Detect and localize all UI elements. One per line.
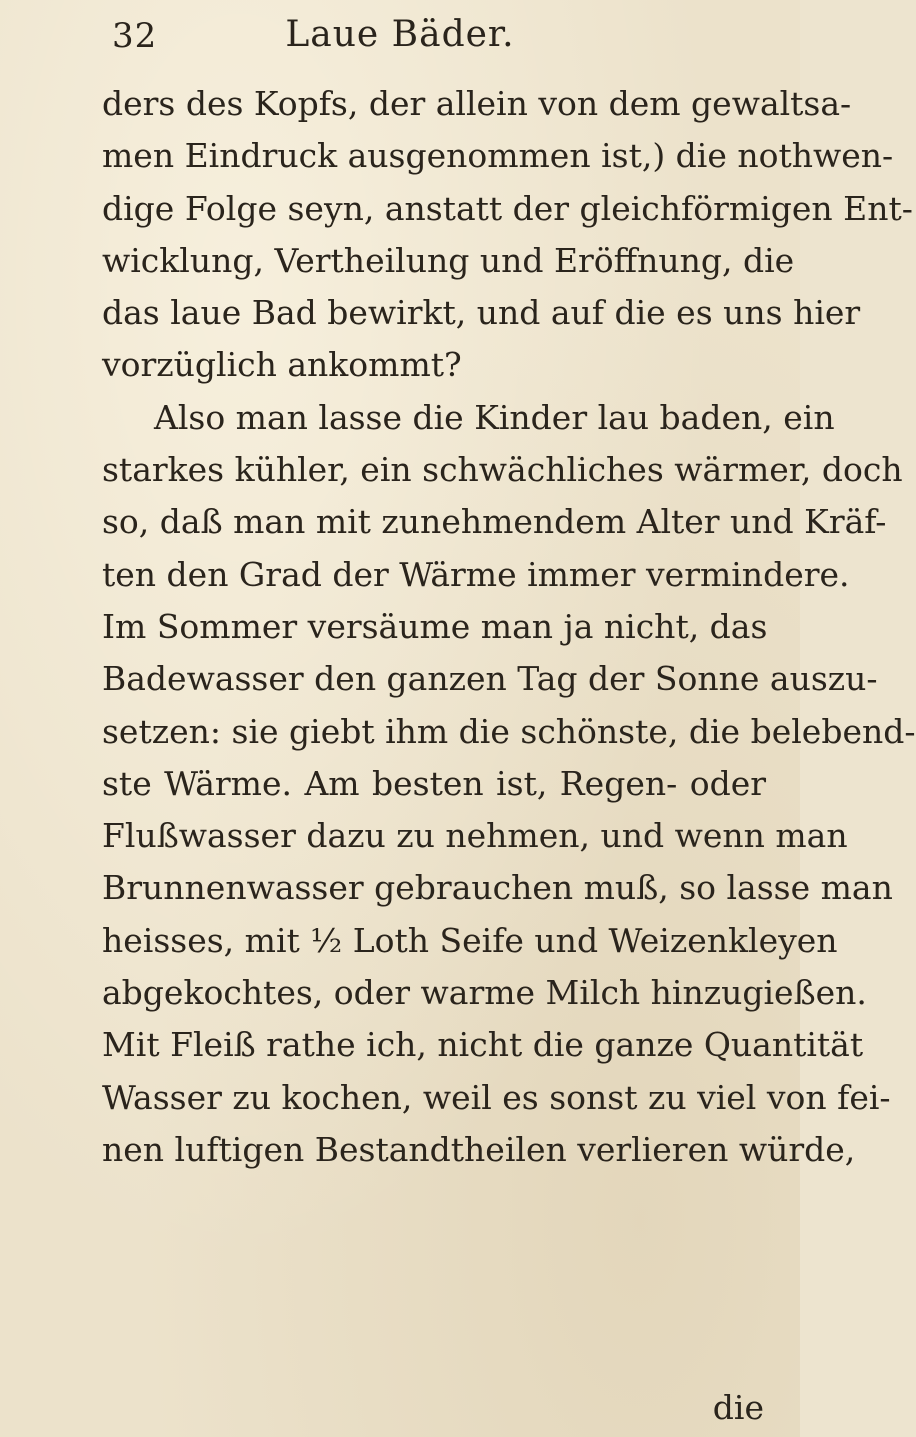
body-text [102,78,916,1176]
text-line: abgekochtes, oder warme Milch hinzugießen. [102,973,867,1013]
text-line: Im Sommer versäume man ja nicht, das [102,606,768,646]
text-line: ste Wärme. Am besten ist, Regen- oder [102,763,766,803]
text-line: wicklung, Vertheilung und Eröffnung, die [102,240,795,280]
text-line: Badewasser den ganzen Tag der Sonne auszu- [102,659,878,699]
text-line: nen luftigen Bestandtheilen verlieren würde, [102,1129,856,1169]
text-line: Wasser zu kochen, weil es sonst zu viel von fei- [102,1077,891,1117]
text-line: so, daß man mit zunehmendem Alter und Kräf- [102,502,887,542]
text-line: setzen: sie giebt ihm die schönste, die belebend- [102,711,916,751]
text-line: heisses, mit ½ Loth Seife und Weizenkleyen [102,920,838,960]
text-line: dige Folge seyn, anstatt der gleichförmigen Ent- [102,188,913,228]
text-line: starkes kühler, ein schwächliches wärmer, doch [102,450,903,490]
text-line: men Eindruck ausgenommen ist,) die nothwen- [102,136,894,176]
text-line: vorzüglich ankommt? [102,345,462,385]
page-number: 32 [112,16,158,56]
text-line: ders des Kopfs, der allein von dem gewaltsa- [102,84,852,123]
text-line: Also man lasse die Kinder lau baden, ein [154,397,835,437]
text-line: ten den Grad der Wärme immer vermindere. [102,554,850,594]
page-header [100,10,700,70]
text-line: Mit Fleiß rathe ich, nicht die ganze Quantität [102,1025,864,1065]
running-head: Laue Bäder. [285,14,515,55]
text-line: Brunnenwasser gebrauchen muß, so lasse man [102,868,893,908]
text-line: das laue Bad bewirkt, und auf die es uns hier [102,293,861,333]
catchword: die [712,1388,764,1427]
text-line: Flußwasser dazu zu nehmen, und wenn man [102,816,848,856]
